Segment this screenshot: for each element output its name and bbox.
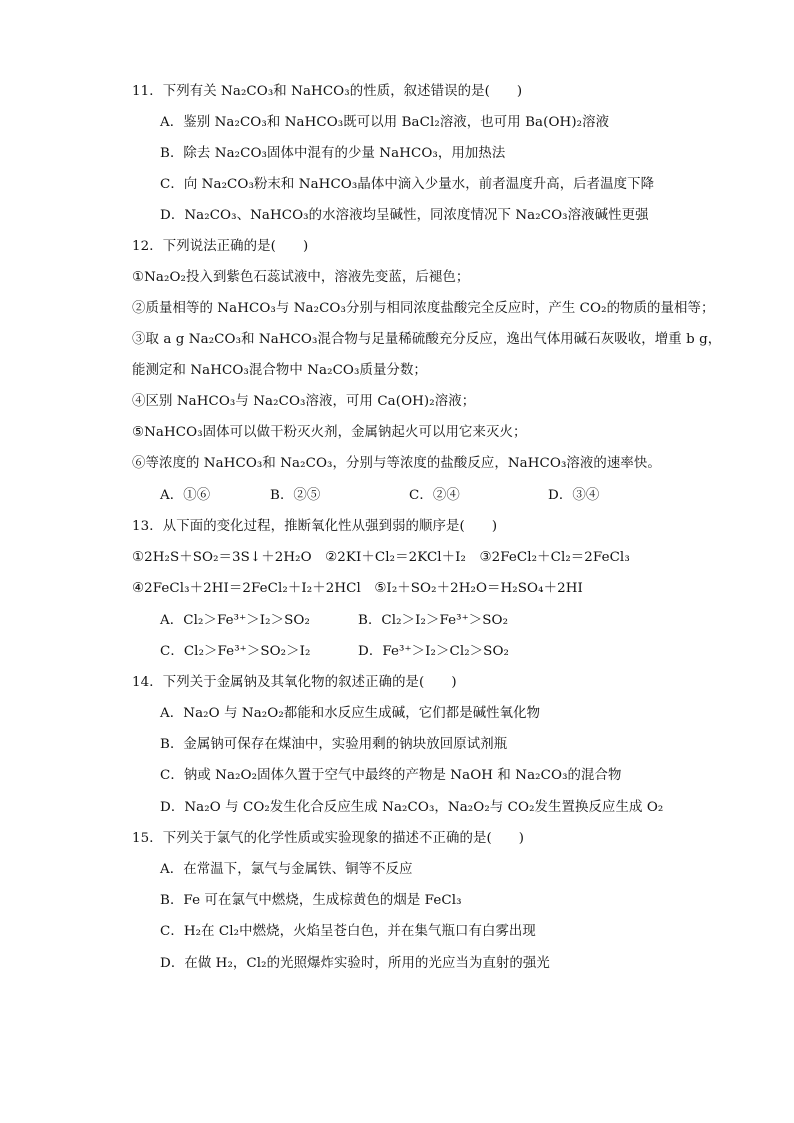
question-12-statement-3: ③取 a g Na₂CO₃和 NaHCO₃混合物与足量稀硫酸充分反应，逸出气体用碱石灰吸收，增重 b g， bbox=[132, 332, 722, 347]
question-14-option-d: D．Na₂O 与 CO₂发生化合反应生成 Na₂CO₃，Na₂O₂与 CO₂发生置换反应生成 O₂ bbox=[160, 800, 664, 815]
question-13-reactions-2: ④2FeCl₃＋2HI＝2FeCl₂＋I₂＋2HCl ⑤I₂＋SO₂＋2H₂O＝H₂SO₄＋2HI bbox=[132, 581, 583, 596]
question-14-option-b: B．金属钠可保存在煤油中，实验用剩的钠块放回原试剂瓶 bbox=[160, 737, 508, 752]
question-12-statement-6: ⑥等浓度的 NaHCO₃和 Na₂CO₃，分别与等浓度的盐酸反应，NaHCO₃溶液的速率快。 bbox=[132, 456, 661, 471]
question-11-stem: 11．下列有关 Na₂CO₃和 NaHCO₃的性质，叙述错误的是( ) bbox=[132, 84, 523, 99]
question-15-option-c: C．H₂在 Cl₂中燃烧，火焰呈苍白色，并在集气瓶口有白雾出现 bbox=[160, 924, 536, 939]
question-12-option-c: C．②④ bbox=[409, 488, 460, 503]
question-12-option-a: A．①⑥ bbox=[160, 488, 211, 503]
question-12-statement-5: ⑤NaHCO₃固体可以做干粉灭火剂，金属钠起火可以用它来灭火； bbox=[132, 425, 527, 440]
question-14-stem: 14．下列关于金属钠及其氧化物的叙述正确的是( ) bbox=[132, 675, 457, 690]
question-11-option-d: D．Na₂CO₃、NaHCO₃的水溶液均呈碱性，同浓度情况下 Na₂CO₃溶液碱性更强 bbox=[160, 208, 649, 223]
question-12-statement-1: ①Na₂O₂投入到紫色石蕊试液中，溶液先变蓝，后褪色； bbox=[132, 270, 470, 285]
question-12-statement-4: ④区别 NaHCO₃与 Na₂CO₃溶液，可用 Ca(OH)₂溶液； bbox=[132, 394, 476, 409]
question-12-statement-2: ②质量相等的 NaHCO₃与 Na₂CO₃分别与相同浓度盐酸完全反应时，产生 CO₂的物质的量相等； bbox=[132, 301, 715, 316]
question-15-stem: 15．下列关于氯气的化学性质或实验现象的描述不正确的是( ) bbox=[132, 831, 525, 846]
question-12-option-b: B．②⑤ bbox=[270, 488, 321, 503]
question-11-option-b: B．除去 Na₂CO₃固体中混有的少量 NaHCO₃，用加热法 bbox=[160, 146, 506, 161]
question-13-option-d: D．Fe³⁺＞I₂＞Cl₂＞SO₂ bbox=[358, 644, 509, 659]
question-11-option-a: A．鉴别 Na₂CO₃和 NaHCO₃既可以用 BaCl₂溶液，也可用 Ba(OH)₂溶液 bbox=[160, 115, 610, 130]
question-12-stem: 12．下列说法正确的是( ) bbox=[132, 239, 309, 254]
question-12-statement-3-cont: 能测定和 NaHCO₃混合物中 Na₂CO₃质量分数； bbox=[132, 363, 427, 378]
question-14-option-c: C．钠或 Na₂O₂固体久置于空气中最终的产物是 NaOH 和 Na₂CO₃的混合物 bbox=[160, 768, 622, 783]
question-15-option-b: B．Fe 可在氯气中燃烧，生成棕黄色的烟是 FeCl₃ bbox=[160, 893, 462, 908]
question-13-option-b: B．Cl₂＞I₂＞Fe³⁺＞SO₂ bbox=[358, 613, 509, 628]
question-15-option-d: D．在做 H₂，Cl₂的光照爆炸实验时，所用的光应当为直射的强光 bbox=[160, 956, 550, 971]
question-15-option-a: A．在常温下，氯气与金属铁、铜等不反应 bbox=[160, 862, 413, 877]
question-11-option-c: C．向 Na₂CO₃粉末和 NaHCO₃晶体中滴入少量水，前者温度升高，后者温度下降 bbox=[160, 177, 655, 192]
question-13-option-c: C．Cl₂＞Fe³⁺＞SO₂＞I₂ bbox=[160, 644, 311, 659]
question-13-stem: 13．从下面的变化过程，推断氧化性从强到弱的顺序是( ) bbox=[132, 519, 498, 534]
question-13-option-a: A．Cl₂＞Fe³⁺＞I₂＞SO₂ bbox=[160, 613, 310, 628]
question-12-option-d: D．③④ bbox=[548, 488, 600, 503]
question-14-option-a: A．Na₂O 与 Na₂O₂都能和水反应生成碱，它们都是碱性氧化物 bbox=[160, 706, 541, 721]
question-13-reactions-1: ①2H₂S＋SO₂＝3S↓＋2H₂O ②2KI＋Cl₂＝2KCl＋I₂ ③2FeCl₂＋Cl₂＝2FeCl₃ bbox=[132, 550, 630, 565]
